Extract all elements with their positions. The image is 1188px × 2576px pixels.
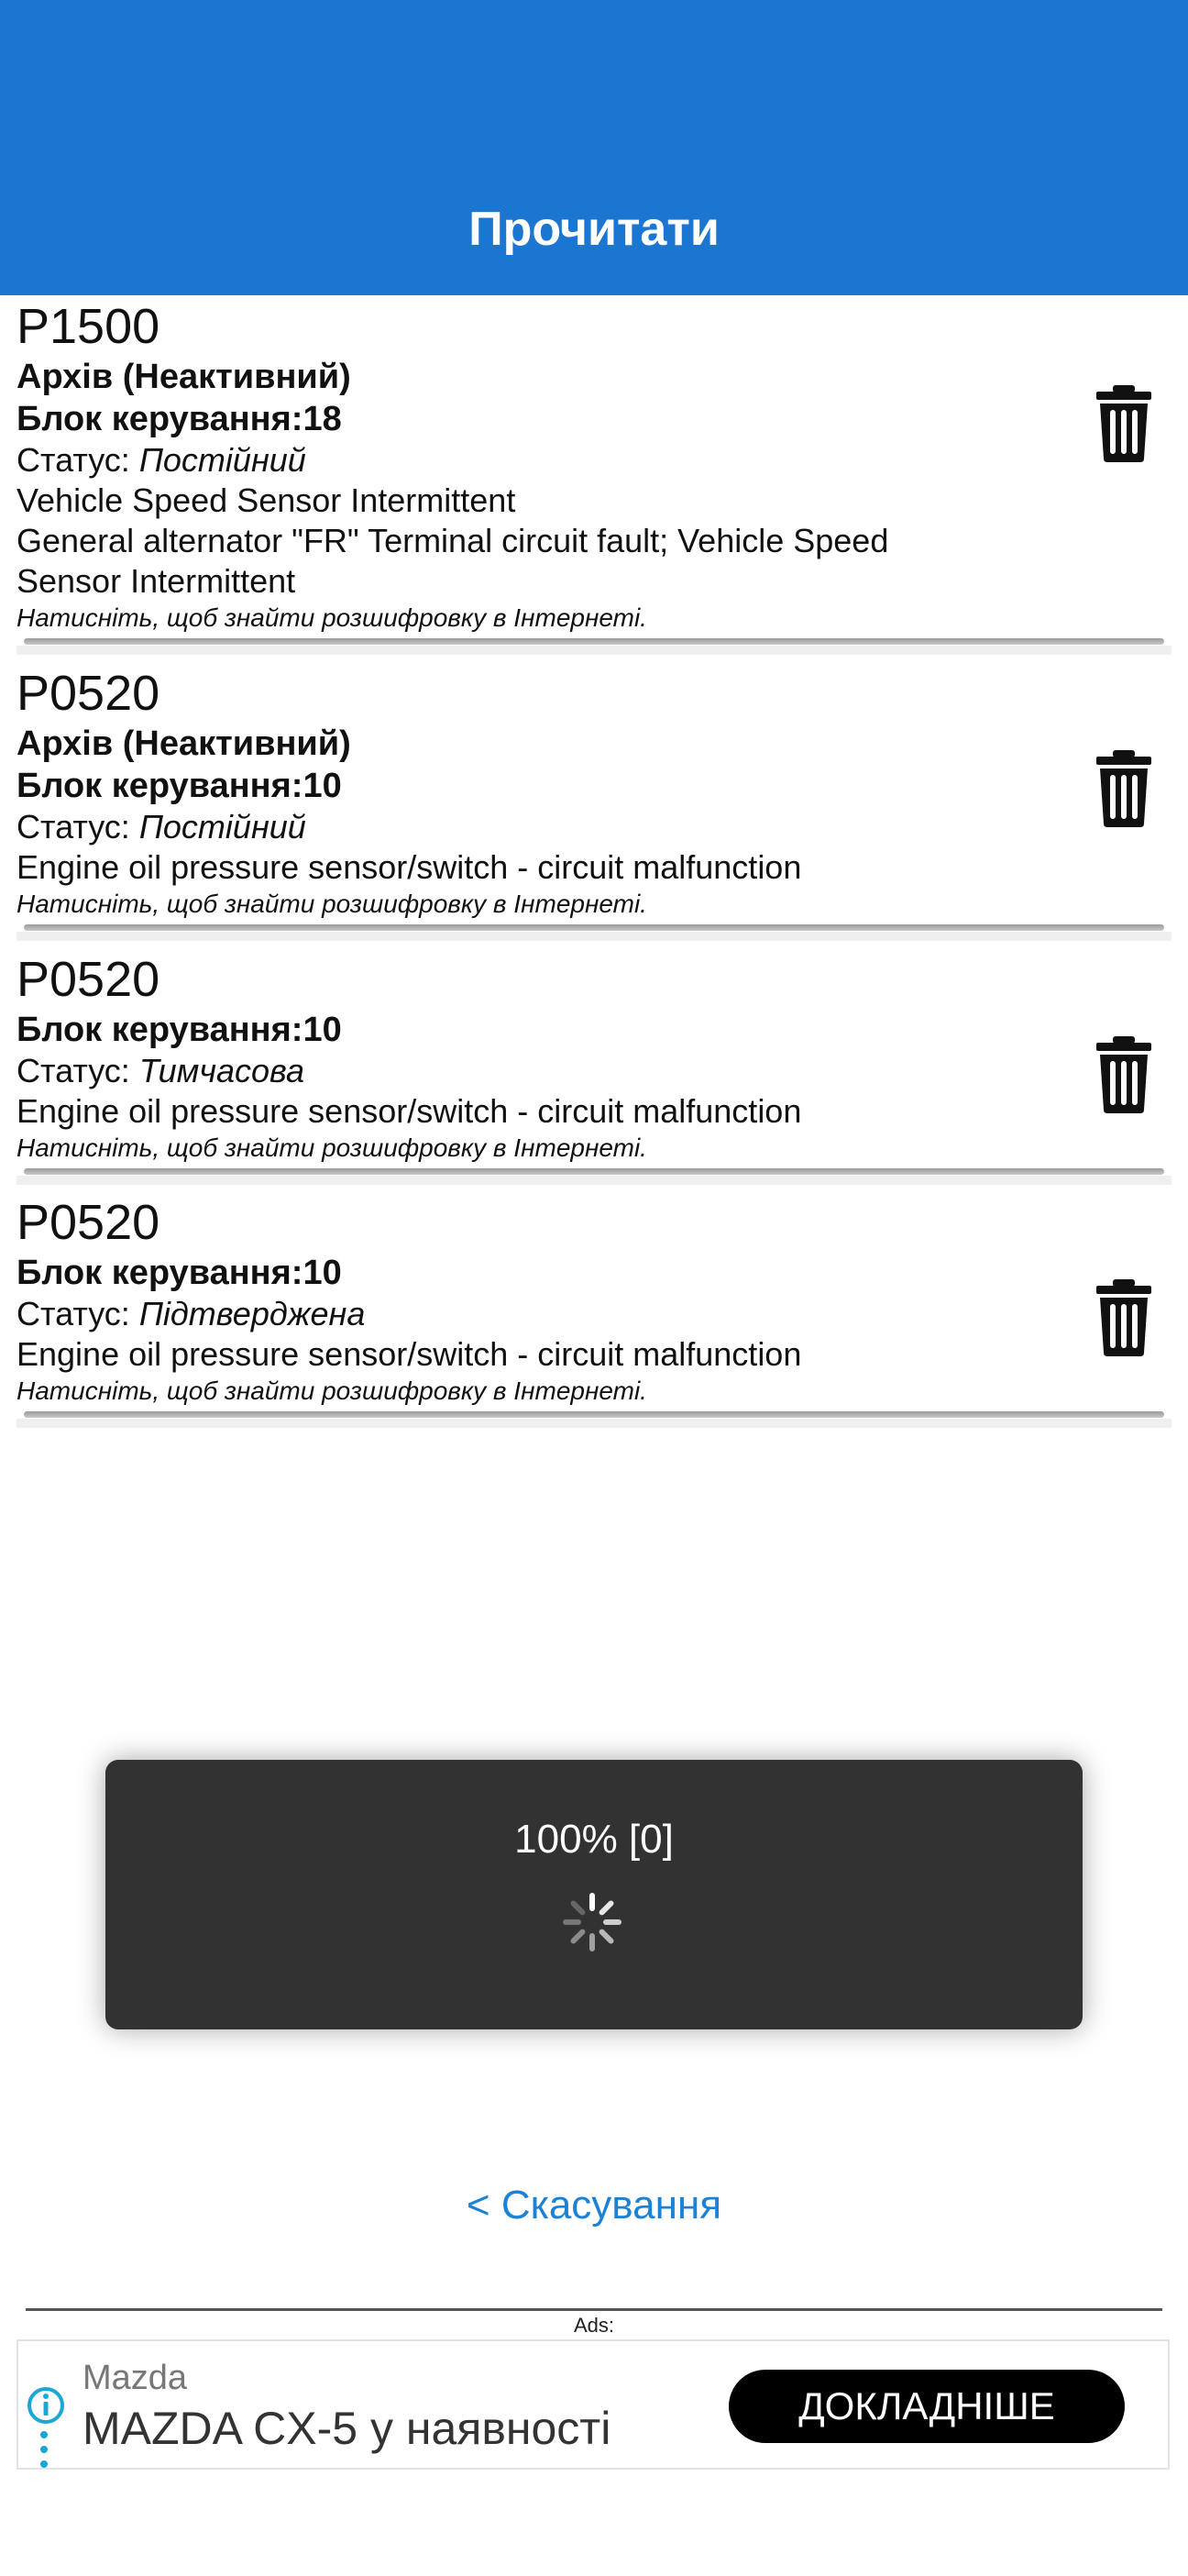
control-block: Блок керування:18 xyxy=(16,400,342,438)
trouble-code-list xyxy=(16,295,1172,1432)
search-online-hint[interactable]: Натисніть, щоб знайти розшифровку в Інтернеті. xyxy=(16,1376,647,1405)
ads-divider xyxy=(26,2308,1162,2311)
status-line xyxy=(16,807,1172,847)
status-value: Постійний xyxy=(138,441,306,479)
trash-icon[interactable] xyxy=(1094,1036,1153,1113)
ads-label: Ads: xyxy=(573,2314,615,2337)
code-id: P1500 xyxy=(16,299,160,354)
item-divider xyxy=(16,635,1172,655)
more-vertical-icon[interactable] xyxy=(37,2429,51,2470)
description-line: General alternator "FR" Terminal circuit fault; Vehicle Speed xyxy=(16,522,889,559)
status-line xyxy=(16,1051,1172,1091)
description-line: Vehicle Speed Sensor Intermittent xyxy=(16,481,516,519)
ad-banner[interactable] xyxy=(16,2339,1170,2470)
status-value: Підтверджена xyxy=(138,1295,366,1332)
archive-label: Архів (Неактивний) xyxy=(16,724,351,763)
control-block: Блок керування:10 xyxy=(16,767,342,805)
trash-icon[interactable] xyxy=(1094,750,1153,827)
trash-icon[interactable] xyxy=(1094,1279,1153,1356)
archive-label: Архів (Неактивний) xyxy=(16,358,351,396)
search-online-hint[interactable]: Натисніть, щоб знайти розшифровку в Інтернеті. xyxy=(16,603,647,632)
code-id: P0520 xyxy=(16,1195,160,1250)
page-title: Прочитати xyxy=(468,203,720,256)
trouble-code-item[interactable] xyxy=(16,946,1172,1189)
search-online-hint[interactable]: Натисніть, щоб знайти розшифровку в Інтернеті. xyxy=(16,890,647,918)
code-id: P0520 xyxy=(16,666,160,721)
ad-learn-more-button[interactable]: ДОКЛАДНІШЕ xyxy=(729,2370,1125,2443)
item-divider xyxy=(16,1165,1172,1185)
description-line: Sensor Intermittent xyxy=(16,562,296,600)
status-line xyxy=(16,440,1172,481)
app-header xyxy=(0,0,1188,295)
description-line: Engine oil pressure sensor/switch - circuit malfunction xyxy=(16,1092,802,1130)
description-line: Engine oil pressure sensor/switch - circuit malfunction xyxy=(16,1335,802,1373)
ad-brand: Mazda xyxy=(82,2359,188,2397)
code-id: P0520 xyxy=(16,952,160,1007)
progress-text: 100% [0] xyxy=(514,1817,674,1862)
status-line xyxy=(16,1294,1172,1334)
status-value: Постійний xyxy=(138,808,306,846)
spinner-icon xyxy=(560,1890,624,1954)
info-icon[interactable] xyxy=(26,2385,66,2426)
search-online-hint[interactable]: Натисніть, щоб знайти розшифровку в Інтернеті. xyxy=(16,1133,647,1162)
status-label: Статус: xyxy=(16,1295,130,1332)
control-block: Блок керування:10 xyxy=(16,1011,342,1049)
cancel-button[interactable]: < Скасування xyxy=(466,2183,722,2228)
status-value: Тимчасова xyxy=(138,1052,305,1089)
status-label: Статус: xyxy=(16,441,130,479)
trouble-code-item[interactable] xyxy=(16,1189,1172,1432)
item-divider xyxy=(16,1408,1172,1428)
trash-icon[interactable] xyxy=(1094,385,1153,462)
control-block: Блок керування:10 xyxy=(16,1254,342,1292)
status-label: Статус: xyxy=(16,808,130,846)
item-divider xyxy=(16,921,1172,941)
description-line: Engine oil pressure sensor/switch - circuit malfunction xyxy=(16,848,802,886)
ad-headline[interactable]: MAZDA CX-5 у наявності xyxy=(82,2403,611,2454)
trouble-code-item[interactable] xyxy=(16,660,1172,946)
trouble-code-item[interactable] xyxy=(16,295,1172,660)
status-label: Статус: xyxy=(16,1052,130,1089)
